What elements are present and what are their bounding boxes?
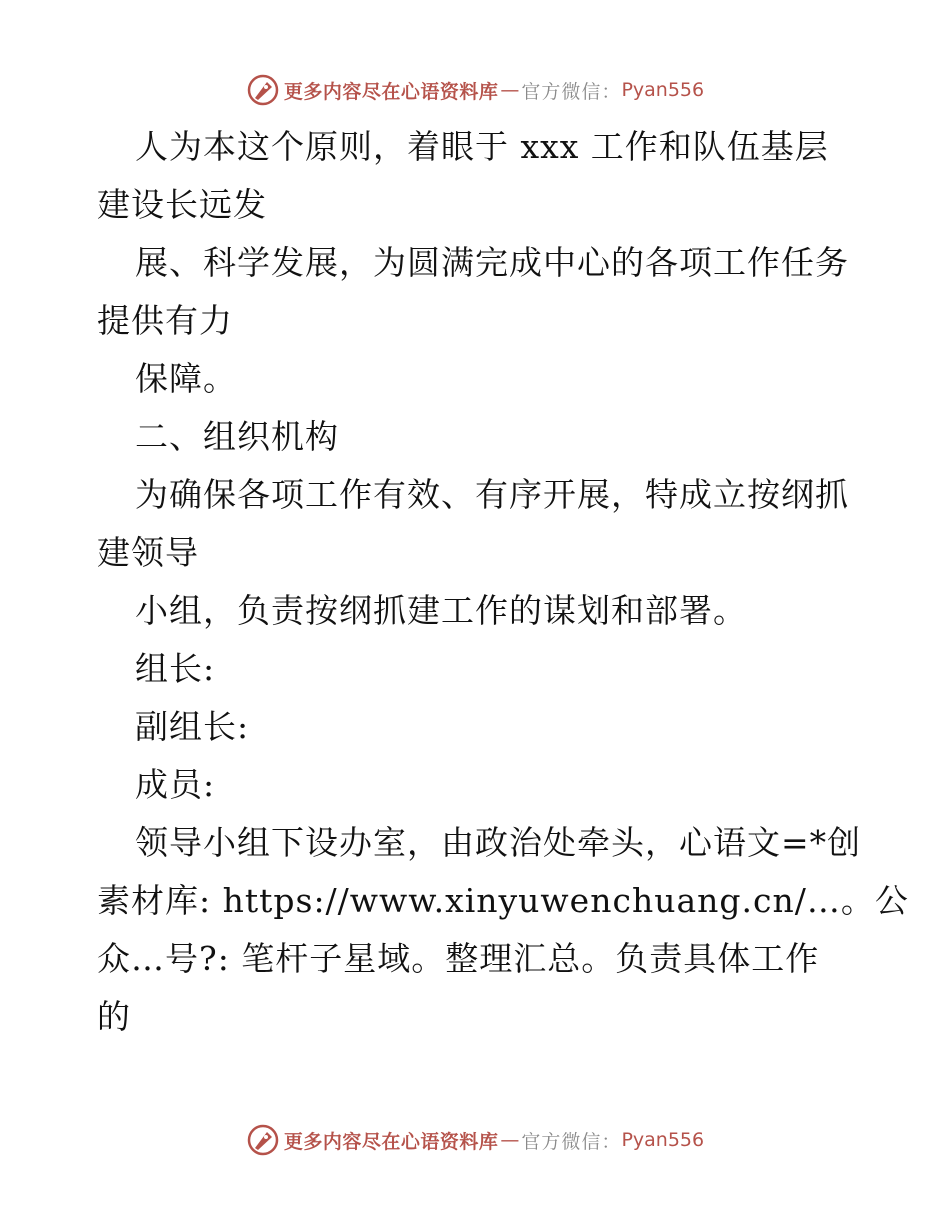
banner-wechat-label: 官方微信： [521,80,622,103]
paragraph-line: 素材库: https://www.xinyuwenchuang.cn/…。公 [97,881,909,920]
paragraph-line: 二、组织机构 [135,417,339,456]
banner-main-text: 更多内容尽在心语资料库 [283,80,499,103]
paragraph-line: 人为本这个原则，着眼于 xxx 工作和队伍基层 [135,127,829,166]
footer-banner [0,1120,950,1160]
paragraph-line: 小组，负责按纲抓建工作的谋划和部署。 [135,591,747,630]
paragraph-line: 展、科学发展，为圆满完成中心的各项工作任务 [135,243,849,282]
banner-wechat-id: Pyan556 [621,79,705,101]
paragraph-line: 建领导 [97,533,199,572]
paragraph-line: 众…号?: 笔杆子星域。整理汇总。负责具体工作 [97,939,820,978]
header-banner [0,70,950,110]
banner-separator: — [500,1129,520,1151]
banner-separator: — [500,79,520,101]
paragraph-line: 成员: [135,765,216,804]
paragraph-line: 提供有力 [97,301,233,340]
paragraph-line: 领导小组下设办室，由政治处牵头，心语文=*创 [135,823,862,862]
paragraph-line: 副组长: [135,707,250,746]
paragraph-line: 保障。 [135,359,237,398]
pen-nib-logo-icon [246,1123,280,1157]
banner-wechat-id: Pyan556 [621,1129,705,1151]
document-body [97,118,909,1046]
banner-wechat-label: 官方微信： [521,1130,622,1153]
banner-main-text: 更多内容尽在心语资料库 [283,1130,499,1153]
paragraph-line: 为确保各项工作有效、有序开展，特成立按纲抓 [135,475,849,514]
paragraph-line: 建设长远发 [97,185,267,224]
paragraph-line: 组长: [135,649,216,688]
paragraph-line: 的 [97,997,131,1036]
pen-nib-logo-icon [246,73,280,107]
